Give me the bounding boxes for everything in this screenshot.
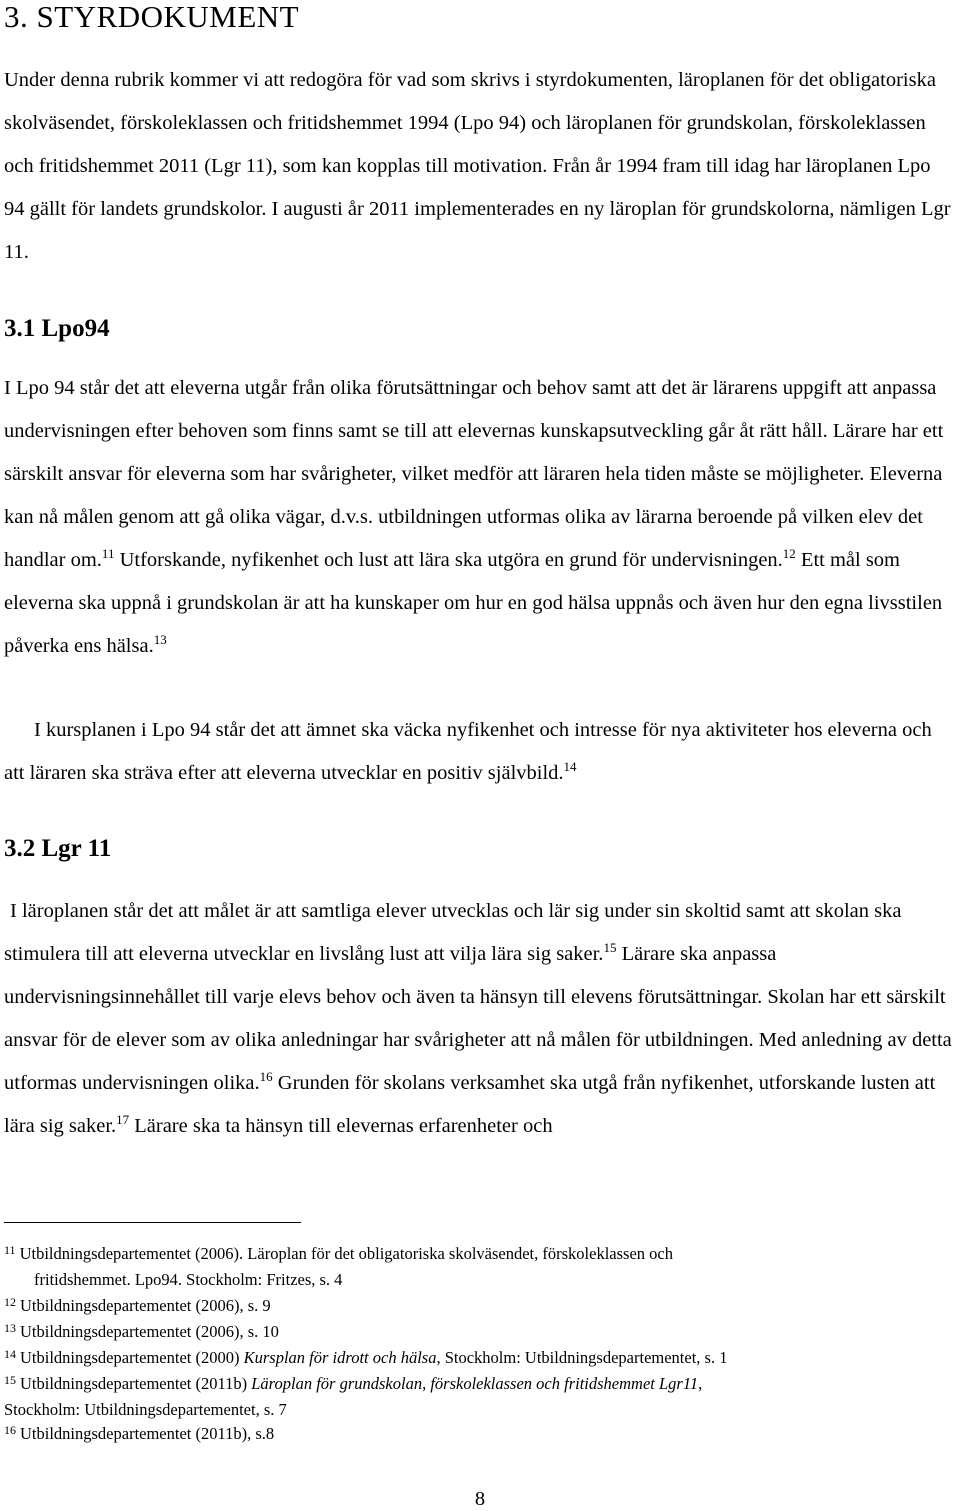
- footnote-text: ,: [698, 1374, 703, 1393]
- footnote-text: Utbildningsdepartementet (2011b), s.8: [20, 1424, 275, 1443]
- footnote-ref[interactable]: 11: [101, 546, 115, 561]
- paragraph-text: Lärare ska anpassa undervisningsinnehållet till varje elevs behov och även ta hänsyn till elevens förutsättningar. Skolan har ett särskilt ansvar för de elever som av olika anledningar har svårigheter att nå målen för utbildningen. Med anledning av detta utformas undervisningen olika.: [4, 943, 952, 1094]
- footnote-text: Utbildningsdepartementet (2011b): [20, 1374, 252, 1393]
- lgr11-paragraph-1: [4, 890, 954, 1148]
- intro-paragraph: Under denna rubrik kommer vi att redogöra för vad som skrivs i styrdokumenten, läroplanen för det obligatoriska skolväsendet, förskoleklassen och fritidshemmet 1994 (Lpo 94) och läroplanen för grundskolan, förskoleklassen och fritidshemmet 2011 (Lgr 11), som kan kopplas till motivation. Från år 1994 fram till idag har läroplanen Lpo 94 gällt för landets grundskolor. I augusti år 2011 implementerades en ny läroplan för grundskolorna, nämligen Lgr 11.: [4, 69, 951, 263]
- page-number: 8: [474, 1488, 486, 1510]
- chapter-title: 3. STYRDOKUMENT: [4, 0, 300, 34]
- footnote-15: [4, 1368, 954, 1422]
- footnote-number: 12: [4, 1295, 16, 1309]
- footnote-number: 13: [4, 1321, 16, 1335]
- footnote-text: Utbildningsdepartementet (2006). Läroplan för det obligatoriska skolväsendet, förskoleklassen och: [19, 1244, 673, 1263]
- footnote-text: Utbildningsdepartementet (2000): [20, 1348, 244, 1367]
- section-heading-lgr11: 3.2 Lgr 11: [4, 835, 112, 862]
- footnote-title: Kursplan för idrott och hälsa: [243, 1348, 437, 1367]
- paragraph-text: I kursplanen i Lpo 94 står det att ämnet ska väcka nyfikenhet och intresse för nya aktiviteter hos eleverna och att läraren ska sträva efter att eleverna utvecklar en positiv självbild.: [4, 719, 932, 784]
- lpo94-paragraph-2: [4, 709, 954, 795]
- footnote-text-cont: fritidshemmet. Lpo94. Stockholm: Fritzes, s. 4: [34, 1269, 343, 1289]
- footnote-text: Utbildningsdepartementet (2006), s. 10: [20, 1322, 279, 1341]
- footnote-ref[interactable]: 12: [782, 546, 796, 561]
- footnote-ref[interactable]: 16: [259, 1069, 273, 1084]
- footnote-16: [4, 1418, 954, 1447]
- paragraph-text: I läroplanen står det att målet är att samtliga elever utvecklas och lär sig under sin skoltid samt att skolan ska stimulera till att eleverna utvecklar en livslång lust att vilja lära sig saker.: [4, 900, 902, 965]
- section-heading-lpo94: 3.1 Lpo94: [4, 315, 110, 342]
- footnote-13: [4, 1316, 954, 1345]
- footnote-ref[interactable]: 15: [603, 940, 617, 955]
- footnote-number: 15: [4, 1373, 16, 1387]
- footnote-text: Utbildningsdepartementet (2006), s. 9: [20, 1296, 271, 1315]
- footnote-ref[interactable]: 14: [563, 759, 577, 774]
- paragraph-text: Utforskande, nyfikenhet och lust att lära ska utgöra en grund för undervisningen.: [114, 549, 783, 571]
- paragraph-text: I Lpo 94 står det att eleverna utgår från olika förutsättningar och behov samt att det är lärarens uppgift att anpassa undervisningen efter behoven som finns samt se till att elevernas kunskapsutveckling går åt rätt håll. Lärare har ett särskilt ansvar för eleverna som har svårigheter, vilket medför att läraren hela tiden måste se möjligheter. Eleverna kan nå målen genom att gå olika vägar, d.v.s. utbildningen utformas olika av lärarna beroende på vilken elev det handlar om.: [4, 377, 944, 571]
- footnote-divider: [4, 1222, 301, 1223]
- footnote-12: [4, 1290, 954, 1319]
- footnote-number: 16: [4, 1423, 16, 1437]
- footnote-14: [4, 1342, 954, 1371]
- footnote-text: , Stockholm: Utbildningsdepartementet, s. 1: [436, 1348, 728, 1367]
- footnote-11: [4, 1238, 954, 1292]
- footnote-ref[interactable]: 13: [153, 632, 167, 647]
- footnote-text-cont: Stockholm: Utbildningsdepartementet, s. 7: [4, 1399, 287, 1419]
- paragraph-text: Grunden för skolans verksamhet ska utgå från nyfikenhet, utforskande lusten att lära sig saker.: [4, 1072, 936, 1137]
- footnote-number: 14: [4, 1347, 16, 1361]
- footnote-ref[interactable]: 17: [116, 1112, 130, 1127]
- footnote-number: 11: [4, 1243, 16, 1257]
- paragraph-text: Ett mål som eleverna ska uppnå i grundskolan är att ha kunskaper om hur en god hälsa uppnås och även hur den egna livsstilen påverka ens hälsa.: [4, 549, 943, 657]
- lpo94-paragraph-1: [4, 367, 954, 668]
- footnote-title: Läroplan för grundskolan, förskoleklassen och fritidshemmet Lgr11: [251, 1374, 699, 1393]
- paragraph-text: Lärare ska ta hänsyn till elevernas erfarenheter och: [129, 1115, 553, 1137]
